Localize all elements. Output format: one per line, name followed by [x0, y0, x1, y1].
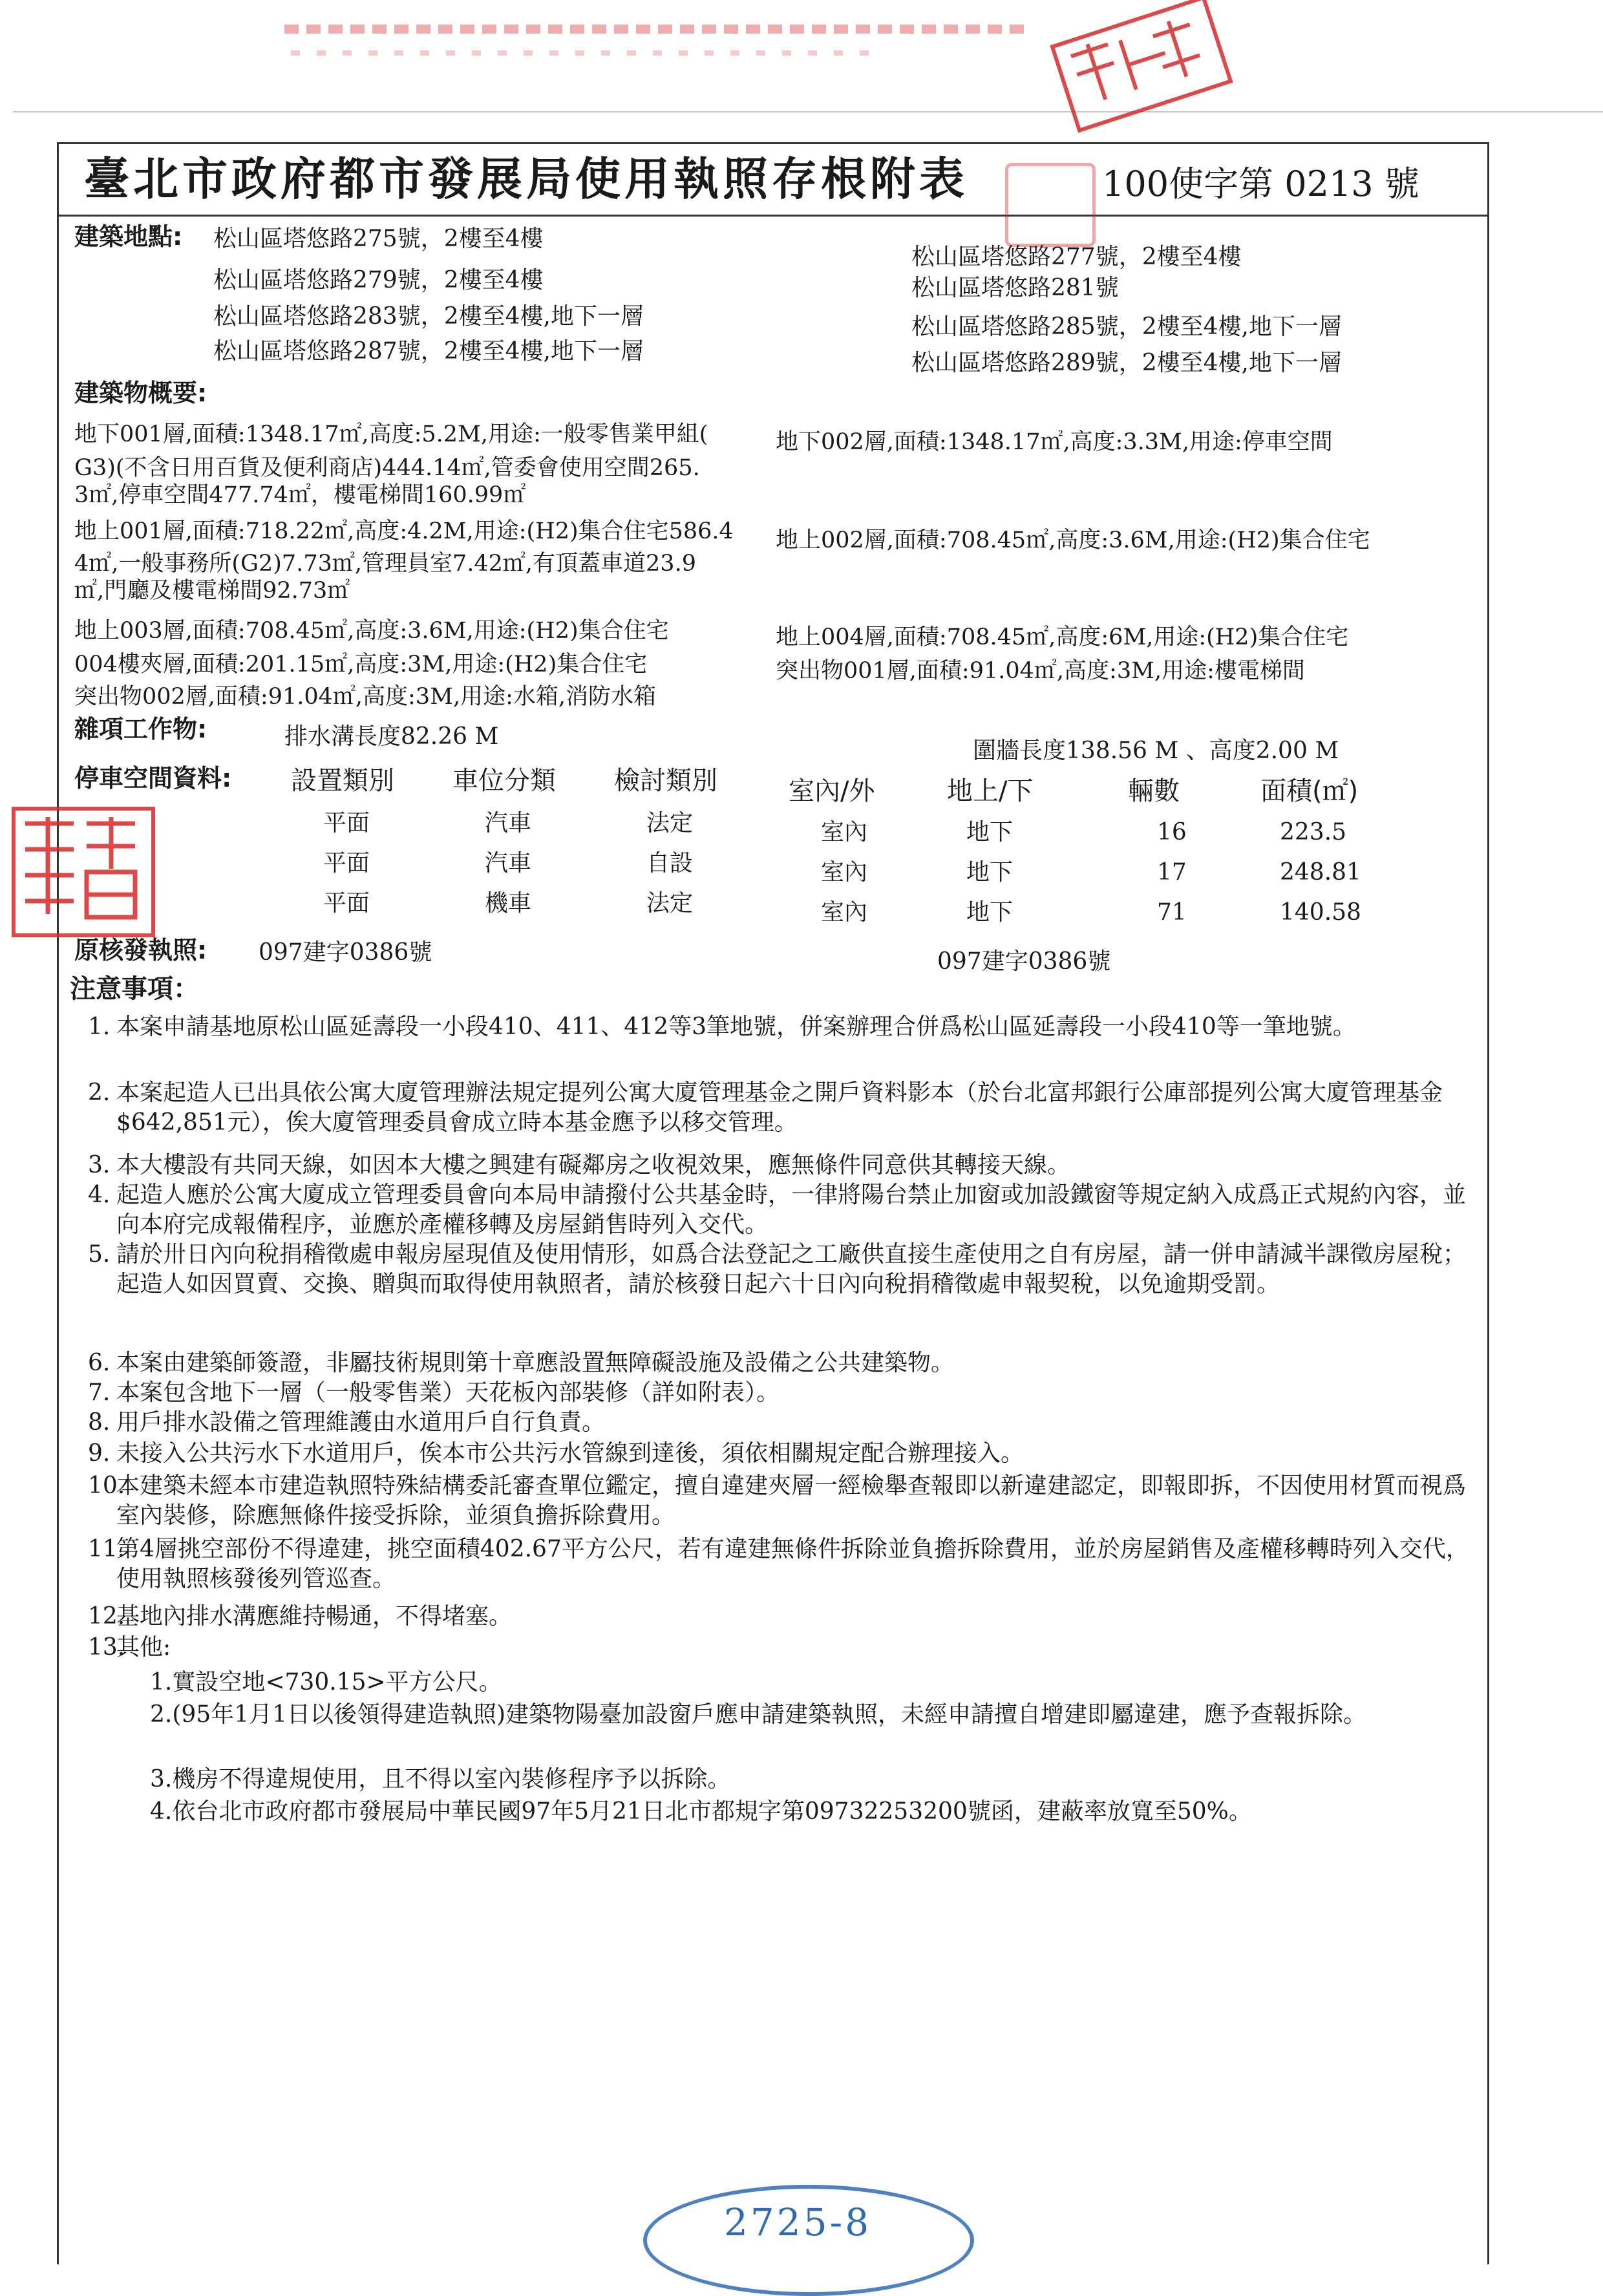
note-text: 本建築未經本市建造執照特殊結構委託審查單位鑑定，擅自違建夾層一經檢舉查報即以新違建認定，即報即拆，不因使用材質而視爲室內裝修，除應無條件接受拆除，並須負擔拆除費用。 [116, 1472, 1467, 1529]
note-text: 基地內排水溝應維持暢通，不得堵塞。 [116, 1603, 513, 1630]
parking-label: 停車空間資料: [74, 764, 232, 792]
note-item [88, 1012, 1471, 1042]
note-item [88, 1471, 1471, 1531]
note-item [88, 1439, 1471, 1469]
note-text: 未接入公共污水下水道用戶，俟本市公共污水管線到達後，須依相關規定配合辦理接入。 [116, 1440, 1024, 1467]
parking-header-5: 輛數 [1128, 776, 1180, 806]
note-number: 12. [88, 1603, 125, 1630]
parking-cell: 地下 [966, 899, 1014, 926]
overview-right-b3-line-2: 突出物001層,面積:91.04㎡,高度:3M,用途:樓電梯間 [776, 658, 1305, 684]
sub-note-item: 3.機房不得違規使用，且不得以室內裝修程序予以拆除。 [150, 1766, 731, 1792]
location-left-3: 松山區塔悠路283號，2樓至4樓,地下一層 [213, 303, 644, 330]
misc-drain: 排水溝長度82.26 M [284, 723, 499, 750]
parking-cell: 248.81 [1280, 859, 1361, 886]
note-text: 第4層挑空部份不得違建，挑空面積402.67平方公尺，若有違建無條件拆除並負擔拆除費用，並於房屋銷售及產權移轉時列入交代，使用執照核發後列管巡查。 [116, 1536, 1469, 1592]
parking-header-4: 地上/下 [947, 776, 1034, 806]
top-red-marks-2 [291, 50, 873, 56]
overview-b1-line-3: 3㎡,停車空間477.74㎡，樓電梯間160.99㎡ [74, 482, 526, 508]
location-right-4: 松山區塔悠路289號，2樓至4樓,地下一層 [911, 350, 1342, 376]
note-item [88, 1378, 1471, 1408]
note-text: 本案申請基地原松山區延壽段一小段410、411、412等3筆地號，併案辦理合併爲松山區延壽段一小段410等一筆地號。 [116, 1014, 1356, 1040]
red-stamp-mark-title [1005, 163, 1096, 247]
parking-cell: 平面 [323, 850, 370, 877]
parking-header-1: 車位分類 [452, 766, 556, 796]
note-text: 用戶排水設備之管理維護由水道用戶自行負責。 [116, 1409, 606, 1436]
note-number: 13. [88, 1634, 125, 1661]
overview-b2-line-3: ㎡,門廳及樓電梯間92.73㎡ [74, 578, 350, 604]
note-item [88, 1348, 1471, 1378]
parking-cell: 室內 [821, 859, 868, 886]
note-item [88, 1602, 1471, 1632]
note-number: 7. [88, 1379, 111, 1406]
parking-cell: 平面 [323, 810, 370, 836]
misc-label: 雜項工作物: [74, 715, 207, 743]
sub-note-item: 1.實設空地<730.15>平方公尺。 [150, 1669, 502, 1695]
note-number: 1. [88, 1014, 111, 1040]
location-right-1: 松山區塔悠路277號，2樓至4樓 [911, 244, 1242, 270]
overview-label: 建築物概要: [74, 379, 207, 407]
parking-cell: 140.58 [1280, 899, 1361, 926]
location-left-1: 松山區塔悠路275號，2樓至4樓 [213, 226, 544, 252]
note-number: 10. [88, 1472, 125, 1499]
note-number: 9. [88, 1440, 111, 1467]
original-right: 097建字0386號 [937, 948, 1111, 975]
page-title: 臺北市政府都市發展局使用執照存根附表 [84, 153, 968, 206]
sub-note-item: 4.依台北市政府都市發展局中華民國97年5月21日北市都規字第09732253200號函，建蔽率放寬至50%。 [150, 1798, 1252, 1825]
note-text: 本案起造人已出具依公寓大廈管理辦法規定提列公寓大廈管理基金之開戶資料影本（於台北富邦銀行公庫部提列公寓大廈管理基金$642,851元），俟大廈管理委員會成立時本基金應予以移交管理。 [116, 1079, 1443, 1136]
note-number: 3. [88, 1152, 111, 1178]
note-item [88, 1180, 1471, 1240]
parking-cell: 17 [1157, 859, 1187, 886]
notes-label: 注意事項： [70, 974, 199, 1004]
parking-cell: 室內 [821, 819, 868, 845]
seal-pattern-icon [16, 811, 143, 926]
misc-wall: 圍牆長度138.56 M 、高度2.00 M [973, 738, 1339, 764]
parking-cell: 法定 [646, 890, 694, 917]
note-text: 本案包含地下一層（一般零售業）天花板內部裝修（詳如附表）。 [116, 1379, 780, 1406]
overview-b2-line-2: 4㎡,一般事務所(G2)7.73㎡,管理員室7.42㎡,有頂蓋車道23.9 [74, 551, 696, 577]
parking-header-2: 檢討類別 [614, 766, 717, 796]
parking-header-3: 室內/外 [789, 776, 875, 806]
parking-cell: 汽車 [485, 850, 532, 877]
overview-right-b2: 地上002層,面積:708.45㎡,高度:3.6M,用途:(H2)集合住宅 [776, 527, 1370, 553]
note-number: 8. [88, 1409, 111, 1436]
seal-pattern-icon [1055, 3, 1218, 121]
parking-cell: 室內 [821, 899, 868, 926]
overview-b1-line-2: G3)(不含日用百貨及便利商店)444.14㎡,管委會使用空間265. [74, 455, 700, 481]
blue-stamp-number: 2725-8 [724, 2200, 872, 2244]
note-number: 4. [88, 1182, 111, 1208]
parking-cell: 機車 [485, 890, 532, 917]
parking-cell: 汽車 [485, 810, 532, 836]
parking-cell: 自設 [646, 850, 694, 877]
note-number: 6. [88, 1350, 111, 1376]
note-text: 起造人應於公寓大廈成立管理委員會向本局申請撥付公共基金時，一律將陽台禁止加窗或加設鐵窗等規定納入成爲正式規約內容，並向本府完成報備程序，並應於產權移轉及房屋銷售時列入交代。 [116, 1182, 1467, 1238]
location-right-2: 松山區塔悠路281號 [911, 275, 1119, 301]
location-left-4: 松山區塔悠路287號，2樓至4樓,地下一層 [213, 338, 644, 365]
parking-cell: 平面 [323, 890, 370, 917]
parking-cell: 16 [1157, 819, 1187, 845]
overview-right-b3-line-1: 地上004層,面積:708.45㎡,高度:6M,用途:(H2)集合住宅 [776, 624, 1349, 650]
official-seal-top-right [1050, 0, 1233, 133]
license-number: 100使字第 0213 號 [1102, 164, 1419, 204]
overview-right-b1: 地下002層,面積:1348.17㎡,高度:3.3M,用途:停車空間 [776, 429, 1333, 455]
note-text: 其他: [116, 1634, 171, 1661]
scan-edge-line [13, 111, 1603, 112]
parking-header-0: 設置類別 [291, 766, 394, 796]
parking-cell: 71 [1157, 899, 1187, 926]
original-label: 原核發執照: [74, 936, 207, 964]
note-number: 5. [88, 1241, 111, 1268]
original-left: 097建字0386號 [259, 939, 432, 966]
note-item [88, 1535, 1471, 1594]
location-right-3: 松山區塔悠路285號，2樓至4樓,地下一層 [911, 314, 1342, 340]
note-item [88, 1633, 1471, 1663]
overview-b3-line-2: 004樓夾層,面積:201.15㎡,高度:3M,用途:(H2)集合住宅 [74, 652, 648, 677]
note-item [88, 1078, 1471, 1138]
sub-note-item: 2.(95年1月1日以後領得建造執照)建築物陽臺加設窗戶應申請建築執照，未經申請擅自增建即屬違建，應予查報拆除。 [150, 1701, 1367, 1728]
overview-b2-line-1: 地上001層,面積:718.22㎡,高度:4.2M,用途:(H2)集合住宅586.4 [74, 518, 734, 544]
note-item [88, 1240, 1471, 1299]
parking-cell: 法定 [646, 810, 694, 836]
parking-header-6: 面積(㎡) [1260, 776, 1359, 806]
title-divider [57, 215, 1487, 217]
overview-b1-line-1: 地下001層,面積:1348.17㎡,高度:5.2M,用途:一般零售業甲組( [74, 421, 708, 447]
note-item [88, 1408, 1471, 1438]
note-text: 請於卅日內向稅捐稽徵處申報房屋現值及使用情形，如爲合法登記之工廠供直接生產使用之自有房屋，請一併申請減半課徵房屋稅；起造人如因買賣、交換、贈與而取得使用執照者，請於核發日起六十日內向稅捐稽徵處申報契稅，以免逾期受罰。 [116, 1241, 1467, 1297]
note-text: 本大樓設有共同天線，如因本大樓之興建有礙鄰房之收視效果，應無條件同意供其轉接天線。 [116, 1152, 1071, 1178]
overview-b3-line-1: 地上003層,面積:708.45㎡,高度:3.6M,用途:(H2)集合住宅 [74, 618, 669, 644]
note-number: 2. [88, 1079, 111, 1106]
location-label: 建築地點: [74, 222, 183, 251]
note-text: 本案由建築師簽證，非屬技術規則第十章應設置無障礙設施及設備之公共建築物。 [116, 1350, 955, 1376]
overview-b3-line-3: 突出物002層,面積:91.04㎡,高度:3M,用途:水箱,消防水箱 [74, 684, 656, 710]
parking-cell: 地下 [966, 819, 1014, 845]
note-number: 11. [88, 1536, 125, 1562]
top-red-marks [284, 25, 1028, 34]
note-item [88, 1151, 1471, 1180]
location-left-2: 松山區塔悠路279號，2樓至4樓 [213, 267, 544, 293]
parking-cell: 223.5 [1280, 819, 1347, 845]
parking-cell: 地下 [966, 859, 1014, 886]
official-seal-left [12, 807, 155, 937]
